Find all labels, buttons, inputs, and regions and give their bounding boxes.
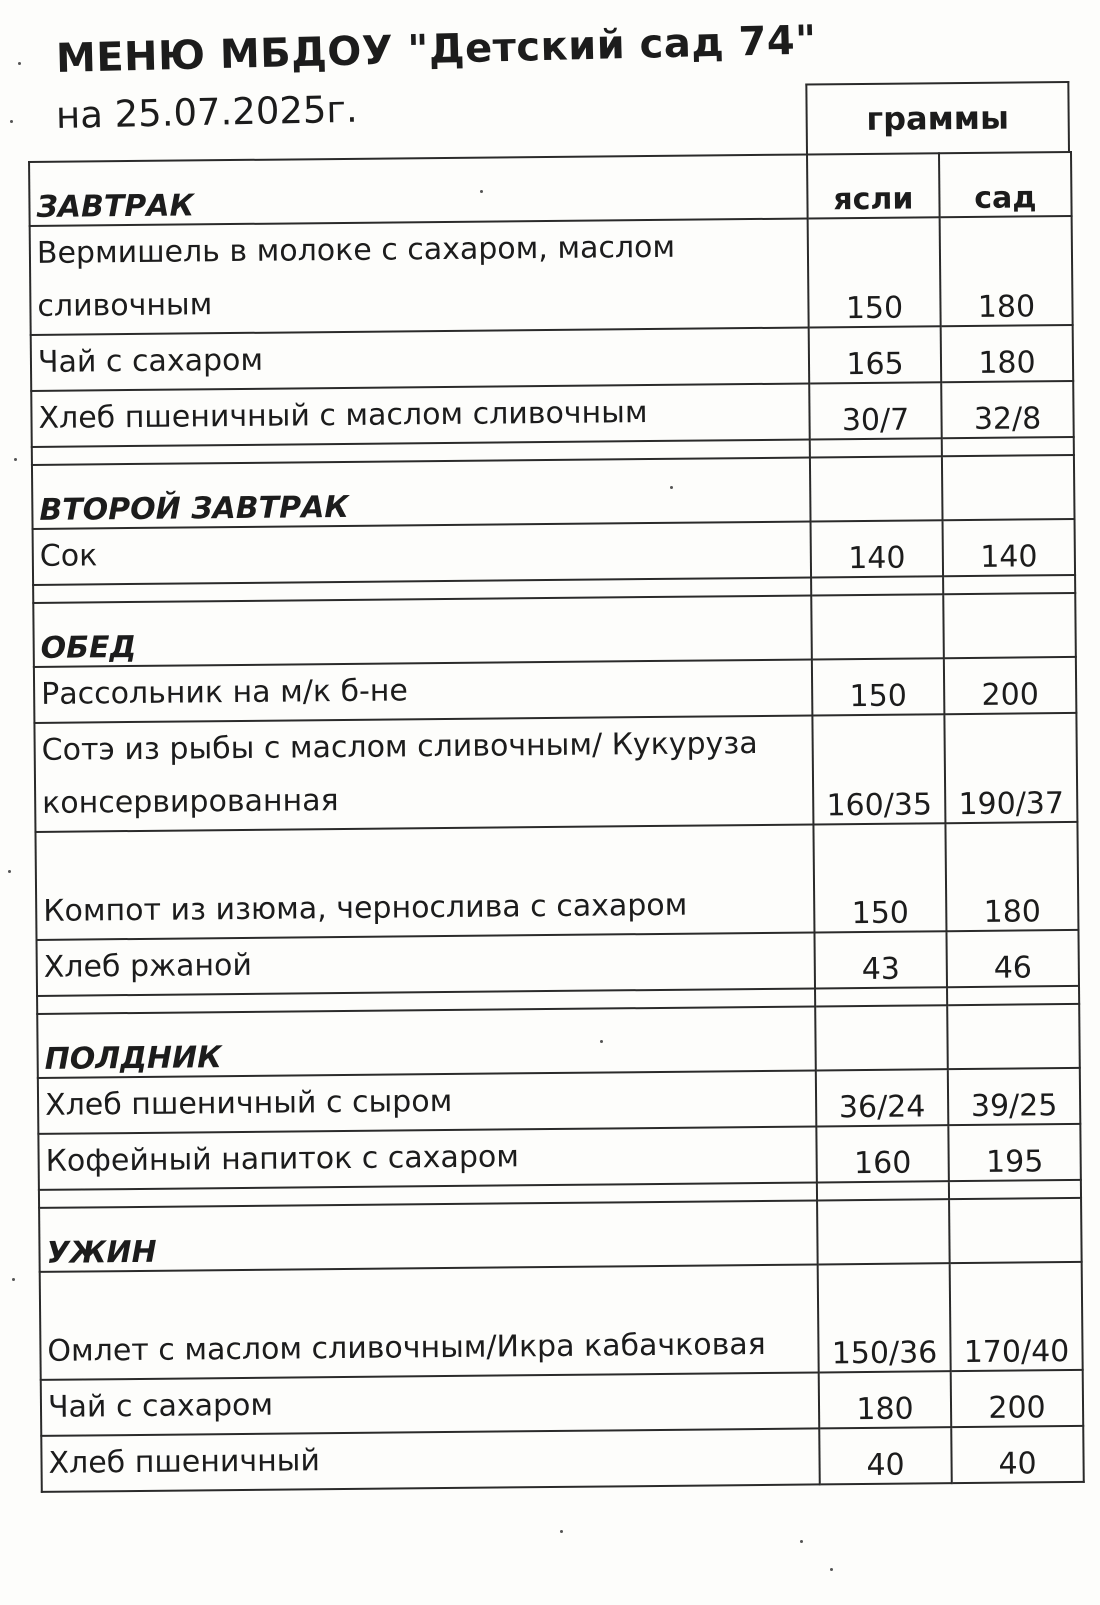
kindergarten-grams: 180: [940, 216, 1073, 326]
nursery-grams: 40: [819, 1427, 952, 1484]
dish-name: Сотэ из рыбы с маслом сливочным/ Кукуруза консервированная: [34, 715, 813, 831]
kindergarten-grams: 46: [946, 929, 1079, 986]
kindergarten-grams: 32/8: [941, 381, 1074, 438]
kindergarten-grams: 140: [943, 519, 1076, 576]
table-row: [33, 519, 1075, 585]
scan-speck: [14, 458, 17, 461]
dish-name: Омлет с маслом сливочным/Икра кабачковая: [40, 1264, 819, 1379]
scan-speck: [480, 190, 483, 193]
dish-name: Рассольник на м/к б-не: [34, 659, 813, 722]
kindergarten-grams: 39/25: [948, 1067, 1081, 1124]
section-row-breakfast: [29, 152, 1072, 226]
dish-name: Сок: [33, 521, 812, 584]
table-row: [38, 1067, 1080, 1133]
scan-speck: [10, 120, 13, 123]
dish-name: Кофейный напиток с сахаром: [38, 1126, 817, 1189]
section-row-afternoon-snack: [37, 1003, 1080, 1077]
dish-name: Чай с сахаром: [41, 1372, 820, 1435]
table-row: [30, 216, 1073, 335]
dish-name: Хлеб пшеничный: [41, 1428, 820, 1491]
nursery-grams: 30/7: [809, 382, 942, 439]
section-title: ПОЛДНИК: [37, 1006, 816, 1077]
dish-name: Хлеб пшеничный с маслом сливочным: [31, 383, 810, 446]
section-row-second-breakfast: [32, 455, 1075, 529]
nursery-grams: 150: [808, 217, 941, 327]
nursery-grams: 140: [811, 520, 944, 577]
menu-date: на 25.07.2025г.: [55, 87, 359, 137]
grams-header: граммы: [805, 81, 1070, 154]
table-row: [34, 713, 1077, 832]
nursery-grams: 150/36: [818, 1263, 951, 1372]
table-row: [31, 381, 1073, 447]
menu-table: [28, 151, 1085, 1493]
scan-speck: [12, 1278, 15, 1281]
table-row: [41, 1425, 1083, 1491]
section-title: УЖИН: [39, 1200, 818, 1271]
kindergarten-grams: 190/37: [944, 713, 1077, 823]
table-row: [40, 1261, 1083, 1379]
page-title: МЕНЮ МБДОУ "Детский сад 74": [55, 17, 818, 82]
table-row: [41, 1369, 1083, 1435]
scan-speck: [670, 486, 673, 489]
scan-speck: [18, 62, 21, 65]
nursery-grams: 150: [812, 658, 945, 715]
kindergarten-grams: 200: [944, 657, 1077, 714]
scan-speck: [600, 1040, 603, 1043]
section-title: ОБЕД: [33, 595, 812, 666]
table-row: [38, 1123, 1080, 1189]
dish-name: Чай с сахаром: [31, 327, 810, 390]
dish-name: Хлеб пшеничный с сыром: [38, 1070, 817, 1133]
nursery-grams: 180: [819, 1371, 952, 1428]
nursery-grams: 36/24: [816, 1069, 949, 1126]
kindergarten-grams: 200: [951, 1369, 1084, 1426]
scan-speck: [560, 1530, 563, 1533]
nursery-grams: 160/35: [812, 714, 945, 824]
section-row-lunch: [33, 593, 1076, 667]
table-row: [31, 325, 1073, 391]
dish-name: Хлеб ржаной: [37, 932, 816, 995]
table-row: [35, 822, 1078, 940]
kindergarten-grams: 40: [951, 1425, 1084, 1482]
nursery-grams: 160: [816, 1125, 949, 1182]
nursery-grams: 165: [809, 326, 942, 383]
kindergarten-grams: 180: [941, 325, 1074, 382]
kindergarten-grams: 195: [948, 1123, 1081, 1180]
table-row: [37, 929, 1079, 995]
section-title: ВТОРОЙ ЗАВТРАК: [32, 457, 811, 528]
dish-name: Вермишель в молоке с сахаром, маслом сливочным: [30, 219, 809, 335]
column-header-nursery: ясли: [807, 153, 940, 218]
table-row: [34, 657, 1076, 723]
scan-speck: [8, 870, 11, 873]
section-title: ЗАВТРАК: [29, 155, 808, 226]
kindergarten-grams: 180: [945, 822, 1078, 931]
nursery-grams: 150: [813, 823, 946, 932]
scan-speck: [830, 1568, 833, 1571]
kindergarten-grams: 170/40: [950, 1261, 1083, 1370]
scan-speck: [800, 1540, 803, 1543]
section-row-dinner: [39, 1197, 1082, 1271]
column-header-kindergarten: сад: [939, 152, 1072, 217]
nursery-grams: 43: [814, 931, 947, 988]
dish-name: Компот из изюма, чернослива с сахаром: [35, 824, 814, 939]
